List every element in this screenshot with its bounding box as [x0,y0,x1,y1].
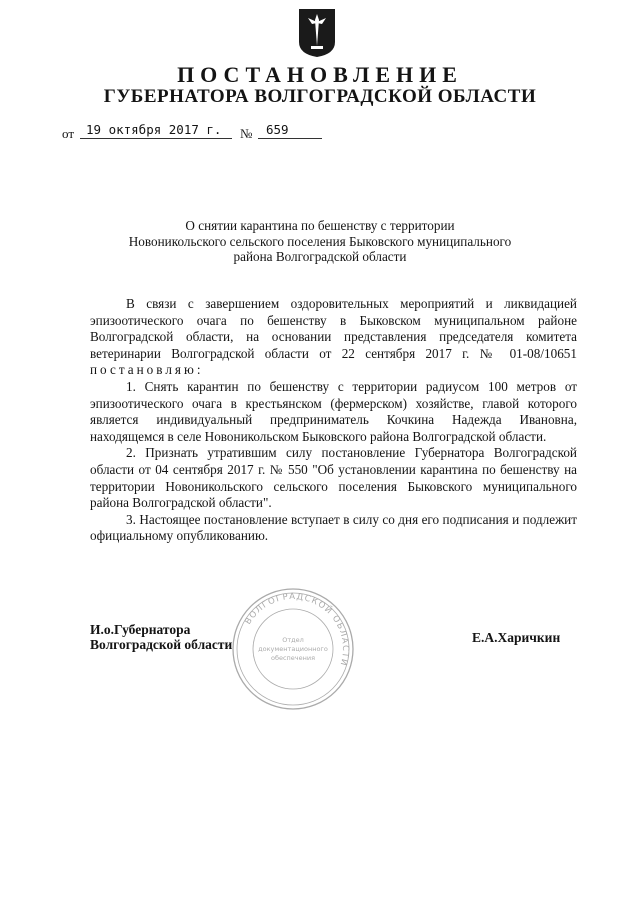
document-subtitle: ГУБЕРНАТОРА ВОЛГОГРАДСКОЙ ОБЛАСТИ [103,86,537,107]
body-item-3: 3. Настоящее постановление вступает в силу со дня его подписания и подлежит официальному опубликованию. [90,511,577,544]
official-seal [230,586,356,712]
signatory-position [90,622,232,652]
seal-center-line: документационного [258,645,328,653]
intro-text: В связи с завершением оздоровительных мероприятий и ликвидацией эпизоотического очага по бешенству в Быковском муниципальном районе Волгоградской области, на основании представления председателя комитета ветеринарии Волгоградской области от 22 сентября 2017 г. № 01-08/10651 [90,296,577,361]
date-underline [80,138,232,139]
seal-center-line: обеспечения [270,654,316,662]
body-intro [90,296,577,379]
date-value: 19 октября 2017 г. [86,122,222,137]
decree-word: постановляю: [90,362,204,378]
document-meta [0,122,640,142]
seal-center-line: Отдел [282,636,304,644]
position-line: Волгоградской области [90,637,233,652]
number-label: № [240,126,253,141]
signatory-name: Е.А.Харичкин [472,630,561,645]
subject-line: О снятии карантина по бешенству с территории [185,218,455,233]
document-body [90,296,577,545]
body-item-1: 1. Снять карантин по бешенству с территории радиусом 100 метров от эпизоотического очага в крестьянском (фермерском) хозяйстве, главой которого является индивидуальный предприниматель Кочкина Надежда Ивановна, находящемся в селе Новоникольском Быковского района Волгоградской области. [90,378,577,444]
coat-of-arms-icon [298,8,336,58]
position-line: И.о.Губернатора [90,622,191,637]
seal-ring-text: ВОЛГОГРАДСКОЙ ОБЛАСТИ [243,591,351,668]
subject-line: района Волгоградской области [233,249,407,264]
document-title: ПОСТАНОВЛЕНИЕ [177,62,463,87]
number-underline [258,138,322,139]
body-item-2: 2. Признать утратившим силу постановление Губернатора Волгоградской области от 04 сентября 2017 г. № 550 "Об установлении карантина по бешенству на территории Новоникольского сельского поселения Быковского муниципального района Волгоградской области". [90,445,577,511]
subject-line: Новоникольского сельского поселения Быковского муниципального [128,233,512,249]
number-value: 659 [266,122,289,137]
date-label: от [62,126,75,141]
document-subject [90,218,550,265]
